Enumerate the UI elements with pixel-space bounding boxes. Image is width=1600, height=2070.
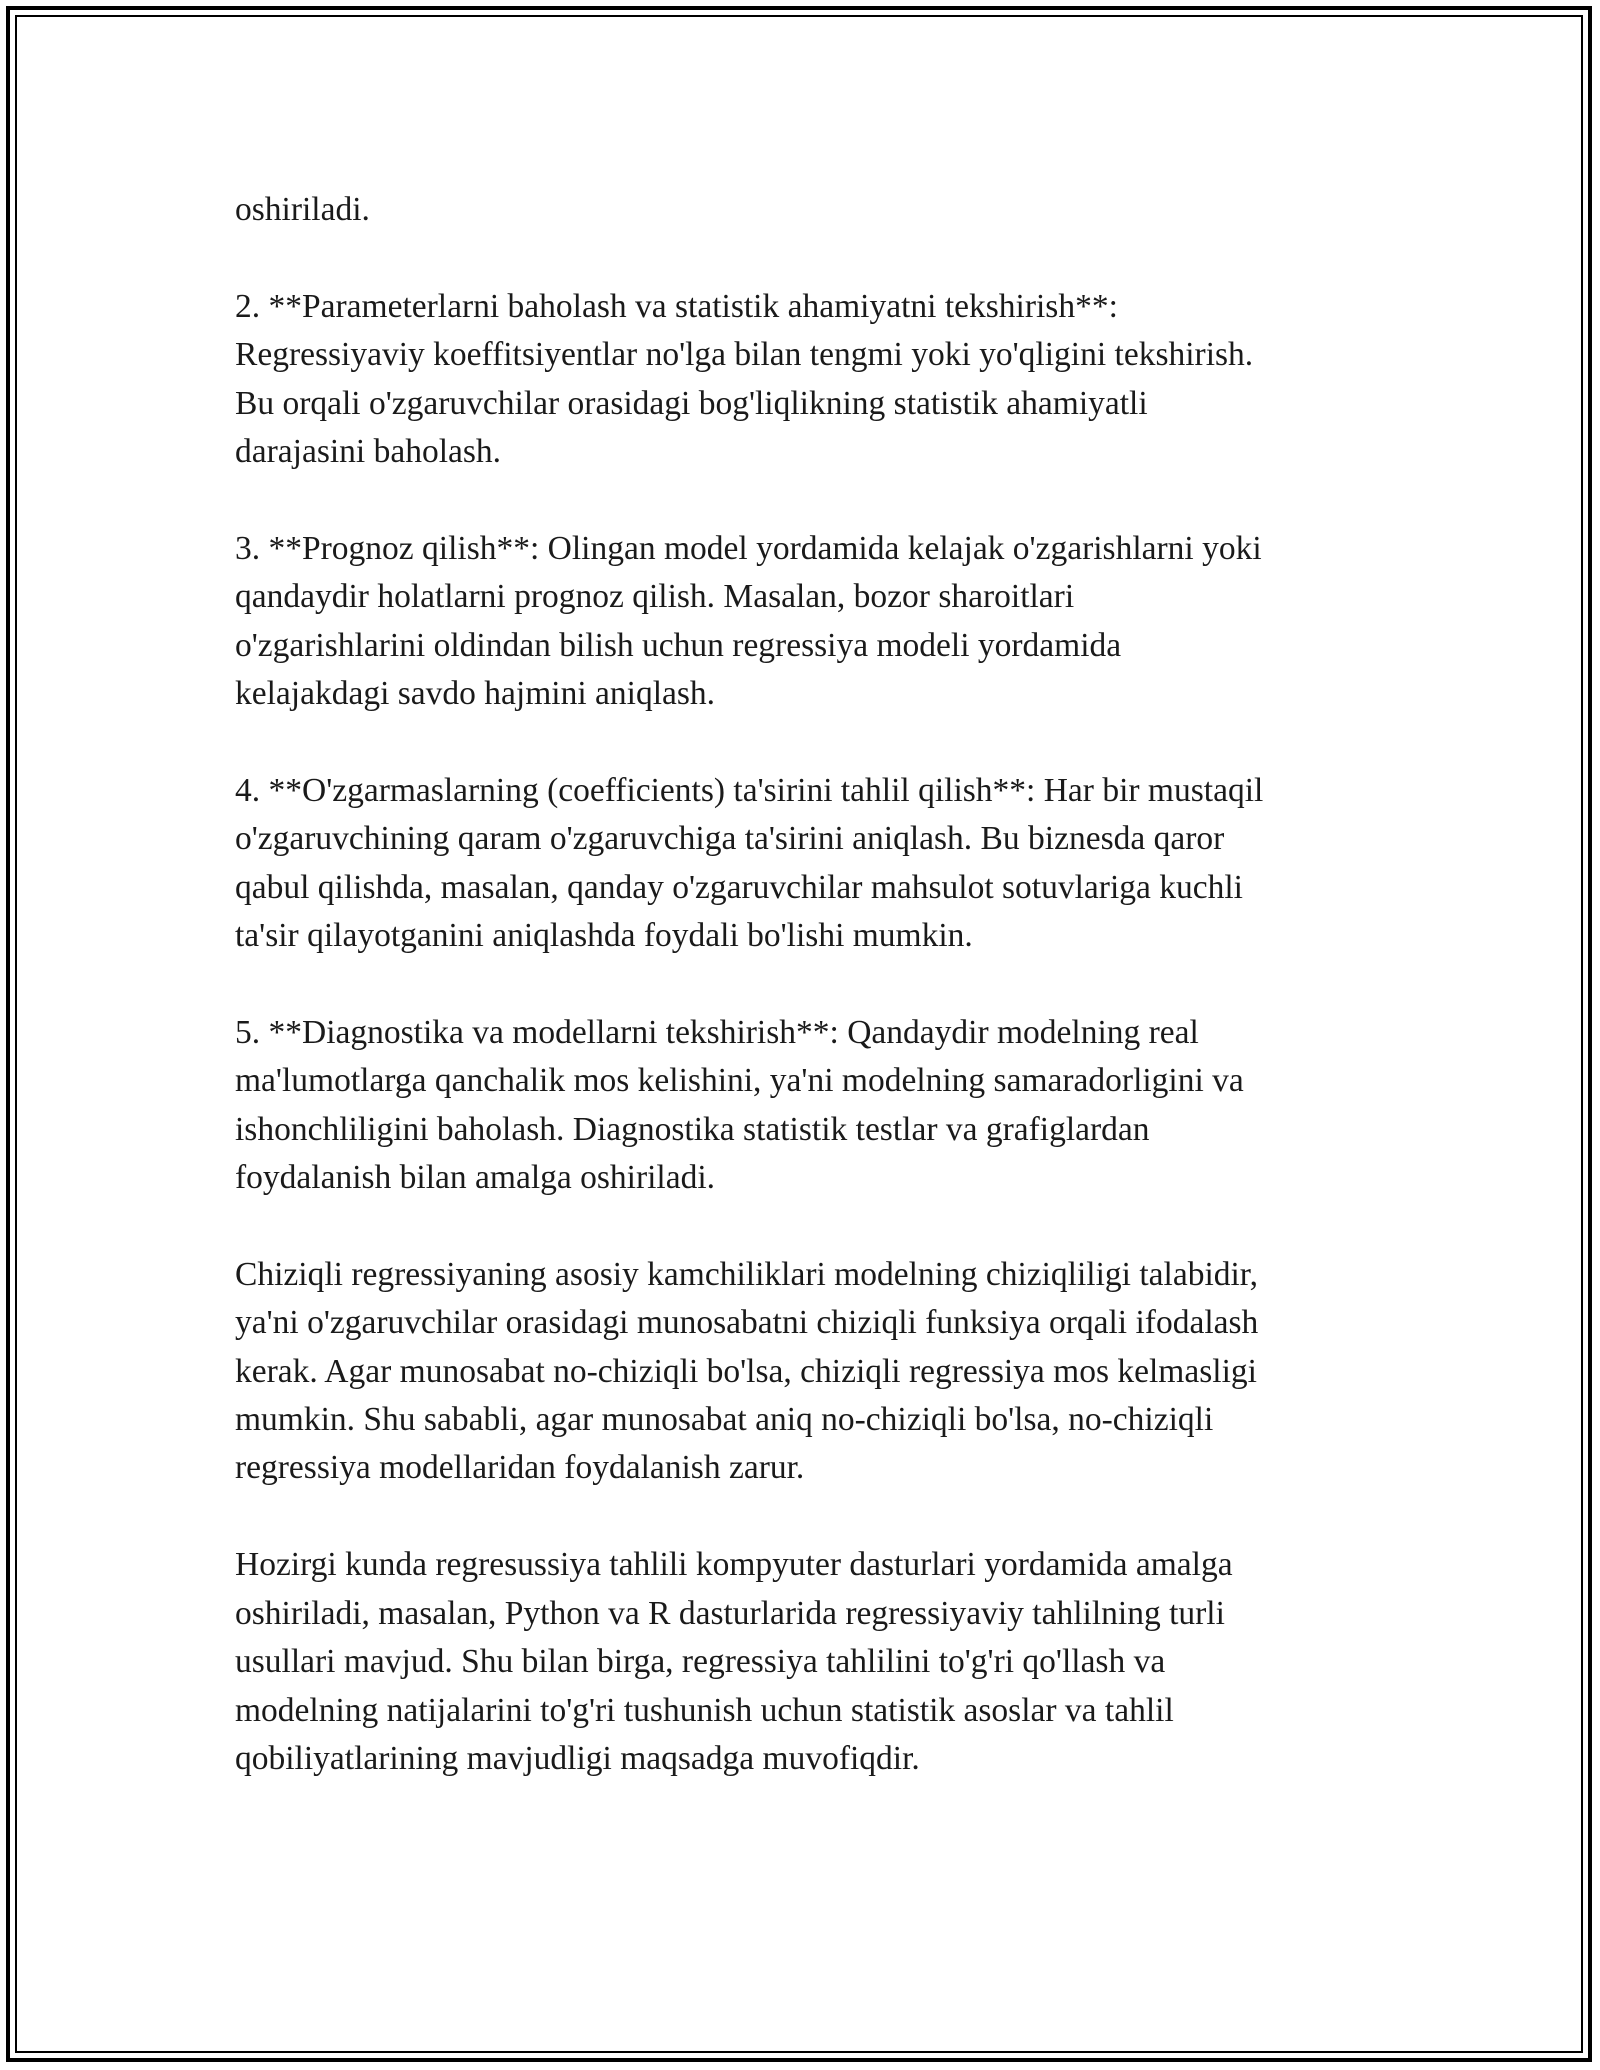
paragraph-linear-regression-limitations: Chiziqli regressiyaning asosiy kamchiliklari modelning chiziqliligi talabidir, ya'ni o'zgaruvchilar orasidagi munosabatni chiziqli funksiya orqali ifodalash kerak. Agar munosabat no-chiziqli bo'lsa, chiziqli regressiya mos kelmasligi mumkin. Shu sababli, agar munosabat aniq no-chiziqli bo'lsa, no-chiziqli regressiya modellaridan foydalanish zarur. (235, 1255, 1259, 1487)
paragraph-item-5-diagnostics: 5. **Diagnostika va modellarni tekshirish**: Qandaydir modelning real ma'lumotlarga qanchalik mos kelishini, ya'ni modelning samaradorligini va ishonchliligini baholash. Diagnostika statistik testlar va grafiglardan foydalanish bilan amalga oshiriladi. (235, 1013, 1244, 1197)
paragraph-item-2-parameter-estimation: 2. **Parameterlarni baholash va statistik ahamiyatni tekshirish**: Regressiyaviy koeffitsiyentlar no'lga bilan tengmi yoki yo'qligini tekshirish. Bu orqali o'zgaruvchilar orasidagi bog'liqlikning statistik ahamiyatli darajasini baholash. (235, 287, 1254, 471)
document-body (235, 186, 1395, 1783)
paragraph-software-tools: Hozirgi kunda regresussiya tahlili kompyuter dasturlari yordamida amalga oshiriladi, masalan, Python va R dasturlarida regressiyaviy tahlilning turli usullari mavjud. Shu bilan birga, regressiya tahlilini to'g'ri qo'llash va modelning natijalarini to'g'ri tushunish uchun statistik asoslar va tahlil qobiliyatlarining mavjudligi maqsadga muvofiqdir. (235, 1546, 1233, 1777)
paragraph-item-4-coefficients-analysis: 4. **O'zgarmaslarning (coefficients) ta'sirini tahlil qilish**: Har bir mustaqil o'zgaruvchining qaram o'zgaruvchiga ta'sirini aniqlash. Bu biznesda qaror qabul qilishda, masalan, qanday o'zgaruvchilar mahsulot sotuvlariga kuchli ta'sir qilayotganini aniqlashda foydali bo'lishi mumkin. (235, 771, 1264, 955)
paragraph-continuation: oshiriladi. (235, 191, 370, 228)
paragraph-item-3-forecasting: 3. **Prognoz qilish**: Olingan model yordamida kelajak o'zgarishlarni yoki qandaydir holatlarni prognoz qilish. Masalan, bozor sharoitlari o'zgarishlarini oldindan bilish uchun regressiya modeli yordamida kelajakdagi savdo hajmini aniqlash. (235, 529, 1262, 713)
